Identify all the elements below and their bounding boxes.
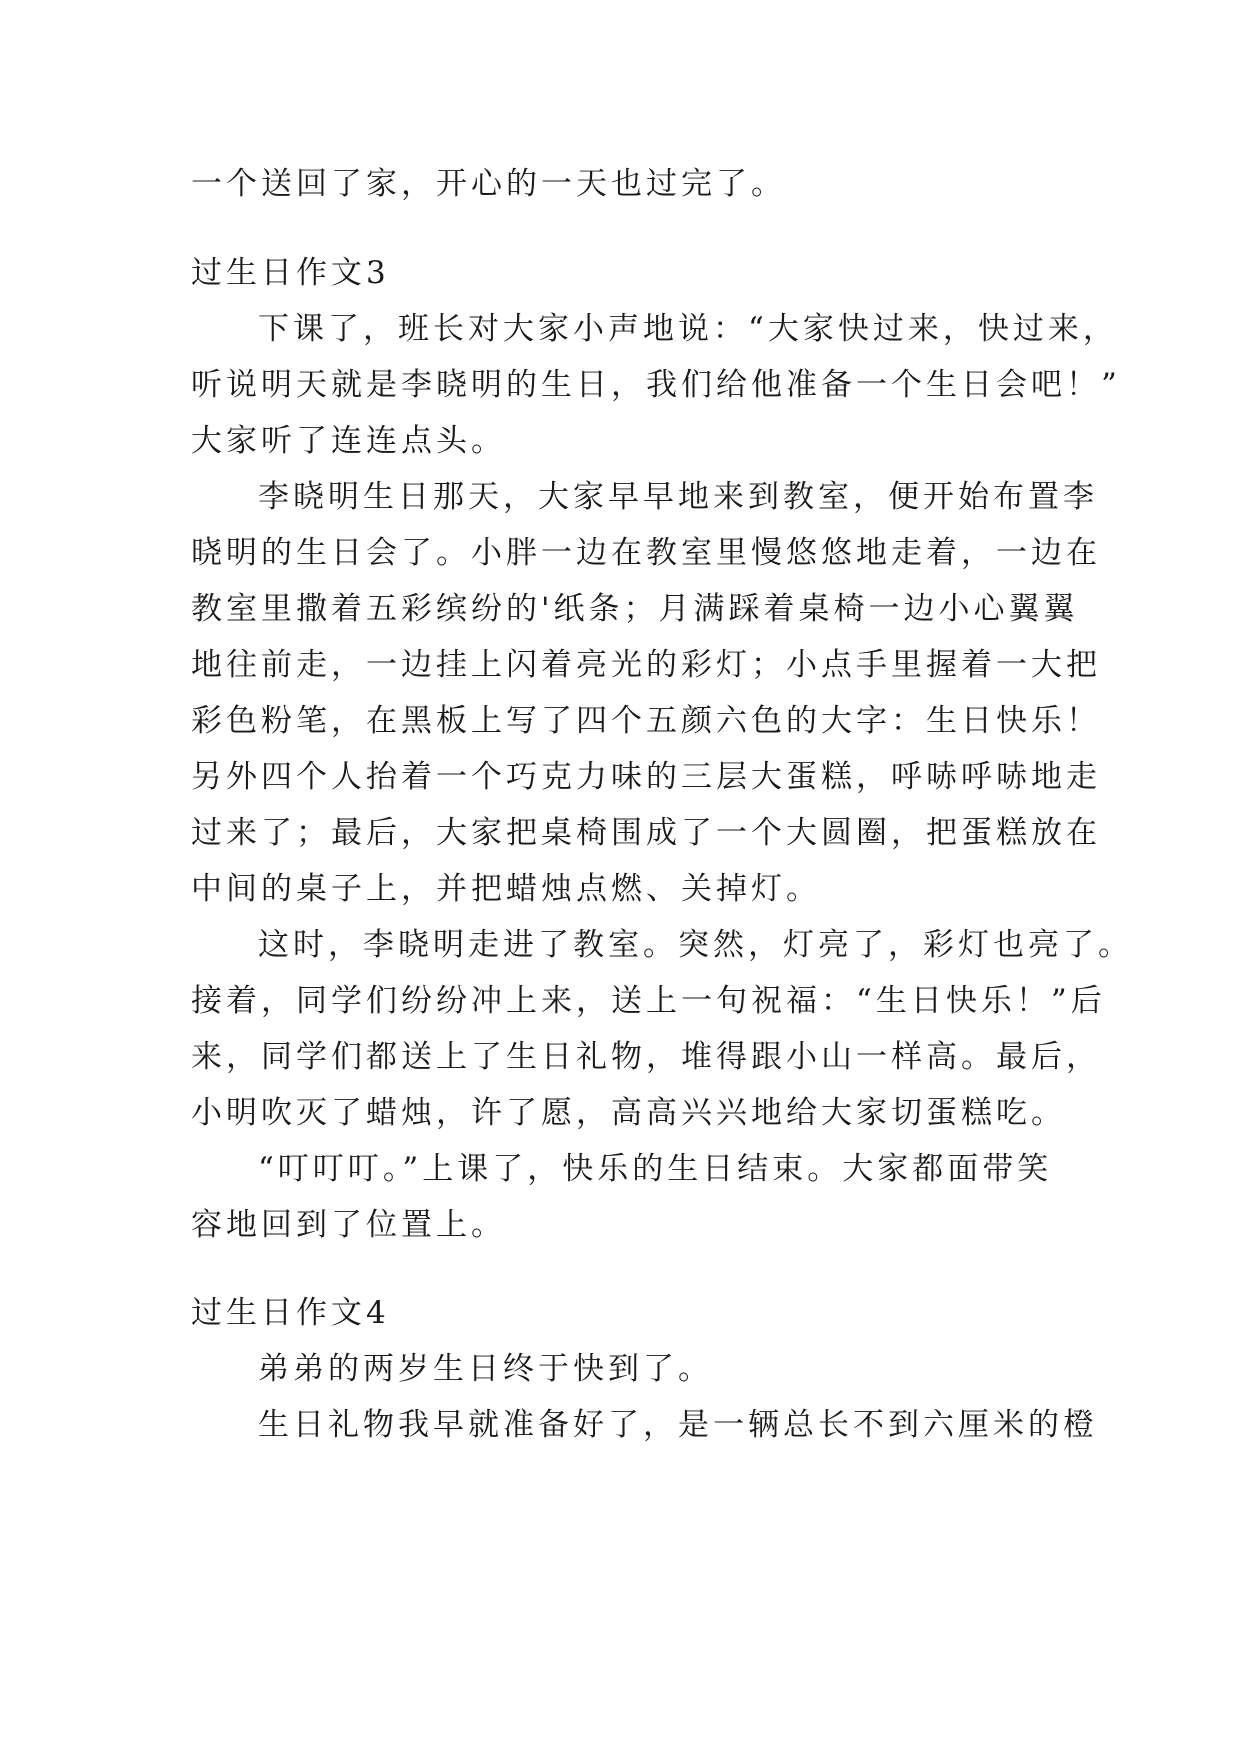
paragraph-line: 一个送回了家，开心的一天也过完了。 [191,166,786,202]
paragraph-line: 大家听了连连点头。 [191,423,506,459]
paragraph-line: 小明吹灭了蜡烛，许了愿，高高兴兴地给大家切蛋糕吃。 [191,1095,1066,1131]
paragraph-line: 下课了，班长对大家小声地说：“大家快过来，快过来， [258,311,1118,347]
paragraph-line: 听说明天就是李晓明的生日，我们给他准备一个生日会吧！” [191,367,1121,403]
paragraph-line: “叮叮叮。”上课了，快乐的生日结束。大家都面带笑 [258,1151,1053,1187]
paragraph-line: 晓明的生日会了。小胖一边在教室里慢悠悠地走着，一边在 [191,535,1101,571]
paragraph-line: 彩色粉笔，在黑板上写了四个五颜六色的大字：生日快乐！ [191,703,1101,739]
paragraph-line: 地往前走，一边挂上闪着亮光的彩灯；小点手里握着一大把 [191,647,1101,683]
paragraph-line: 过来了；最后，大家把桌椅围成了一个大圆圈，把蛋糕放在 [191,815,1101,851]
paragraph-line: 生日礼物我早就准备好了，是一辆总长不到六厘米的橙 [258,1407,1098,1443]
paragraph-line: 这时，李晓明走进了教室。突然，灯亮了，彩灯也亮了。 [258,927,1133,963]
paragraph-line: 来，同学们都送上了生日礼物，堆得跟小山一样高。最后， [191,1039,1101,1075]
section-heading: 过生日作文3 [191,255,390,291]
paragraph-line: 中间的桌子上，并把蜡烛点燃、关掉灯。 [191,871,821,907]
paragraph-line: 李晓明生日那天，大家早早地来到教室，便开始布置李 [258,479,1098,515]
paragraph-line: 容地回到了位置上。 [191,1207,506,1243]
paragraph-line: 弟弟的两岁生日终于快到了。 [258,1351,713,1387]
paragraph-line: 接着，同学们纷纷冲上来，送上一句祝福：“生日快乐！”后 [191,983,1106,1019]
section-heading: 过生日作文4 [191,1295,390,1331]
paragraph-line: 另外四个人抬着一个巧克力味的三层大蛋糕，呼哧呼哧地走 [191,759,1101,795]
paragraph-line: 教室里撒着五彩缤纷的'纸条；月满踩着桌椅一边小心翼翼 [191,591,1079,627]
